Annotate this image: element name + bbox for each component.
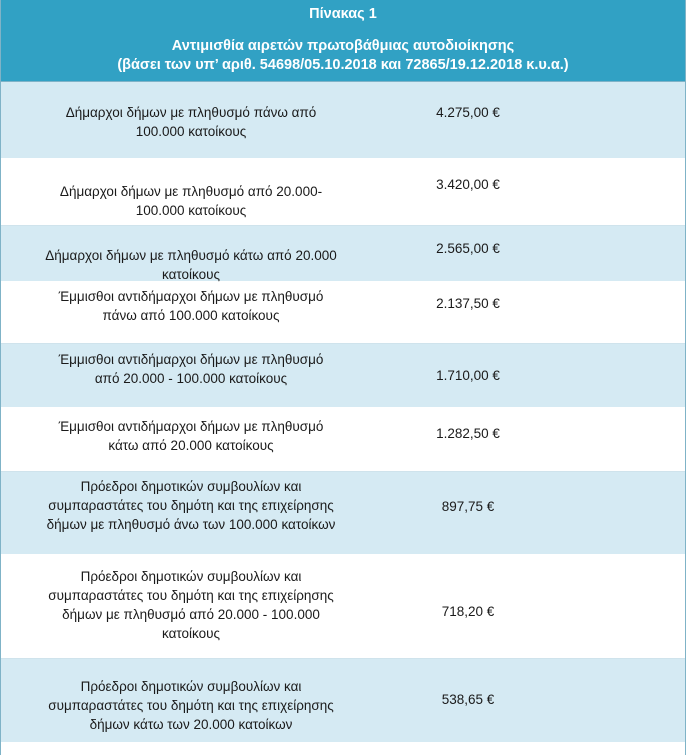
table-row xyxy=(1,159,685,226)
row-label xyxy=(1,659,371,742)
row-label-line: από 20.000 - 100.000 κατοίκους xyxy=(94,371,288,386)
row-value: 2.137,50 € xyxy=(436,296,500,311)
row-label xyxy=(1,226,371,281)
row-label xyxy=(1,282,371,343)
row-label-line: Πρόεδροι δημοτικών συμβουλίων και xyxy=(80,569,302,584)
row-value: 538,65 € xyxy=(441,692,495,707)
row-value: 4.275,00 € xyxy=(436,105,500,120)
row-label xyxy=(1,408,371,471)
row-label-line: Δήμαρχοι δήμων με πληθυσμό πάνω από xyxy=(65,105,317,120)
row-label-line: συμπαραστάτες του δημότη και της επιχείρησης xyxy=(48,588,334,603)
table-row xyxy=(1,344,685,408)
row-label-line: Δήμαρχοι δήμων με πληθυσμό κάτω από 20.000 xyxy=(45,248,337,263)
table-title: Πίνακας 1 xyxy=(309,6,377,22)
row-label-line: Έμμισθοι αντιδήμαρχοι δήμων με πληθυσμό xyxy=(58,289,324,304)
table-row xyxy=(1,82,685,159)
row-label-line: κατοίκους xyxy=(161,626,221,641)
row-label xyxy=(1,159,371,225)
row-label-line: πάνω από 100.000 κατοίκους xyxy=(102,308,280,323)
row-label xyxy=(1,344,371,407)
row-label-line: 100.000 κατοίκους xyxy=(135,124,247,139)
row-label-line: δήμων κάτω των 20.000 κατοίκων xyxy=(89,717,293,732)
row-label-line: Δήμαρχοι δήμων με πληθυσμό από 20.000- xyxy=(59,184,323,199)
row-label-line: Πρόεδροι δημοτικών συμβουλίων και xyxy=(80,479,302,494)
row-label-line: συμπαραστάτες του δημότη και της επιχείρησης xyxy=(48,698,334,713)
row-label-line: Έμμισθοι αντιδήμαρχοι δήμων με πληθυσμό xyxy=(58,419,324,434)
table-row xyxy=(1,555,685,659)
table-subtitle-line1: Αντιμισθία αιρετών πρωτοβάθμιας αυτοδιοίκησης xyxy=(171,38,515,54)
row-label-line: Πρόεδροι δημοτικών συμβουλίων και xyxy=(80,679,302,694)
row-label-line: 100.000 κατοίκους xyxy=(135,203,247,218)
row-label-line: συμπαραστάτες του δημότη και της επιχείρησης xyxy=(48,498,334,513)
table-row xyxy=(1,472,685,555)
row-label-line: Έμμισθοι αντιδήμαρχοι δήμων με πληθυσμό xyxy=(58,352,324,367)
row-value: 718,20 € xyxy=(441,604,495,619)
row-label-line: δήμων με πληθυσμό από 20.000 - 100.000 xyxy=(62,607,320,622)
table-row xyxy=(1,659,685,743)
row-label xyxy=(1,555,371,658)
table-row xyxy=(1,282,685,344)
row-value: 3.420,00 € xyxy=(436,177,500,192)
table-row xyxy=(1,408,685,472)
table-subtitle-line2: (βάσει των υπ’ αριθ. 54698/05.10.2018 και 72865/19.12.2018 κ.υ.α.) xyxy=(117,57,569,73)
row-value: 2.565,00 € xyxy=(436,241,500,256)
row-label-line: κατοίκους xyxy=(161,267,221,282)
table-row xyxy=(1,226,685,282)
row-label xyxy=(1,472,371,554)
table-header xyxy=(1,0,685,82)
row-label-line: κάτω από 20.000 κατοίκους xyxy=(108,438,274,453)
row-value: 897,75 € xyxy=(441,499,495,514)
row-value: 1.282,50 € xyxy=(436,426,500,441)
row-value: 1.710,00 € xyxy=(436,368,500,383)
row-label-line: δήμων με πληθυσμό άνω των 100.000 κατοίκων xyxy=(46,517,336,532)
row-label xyxy=(1,82,371,158)
